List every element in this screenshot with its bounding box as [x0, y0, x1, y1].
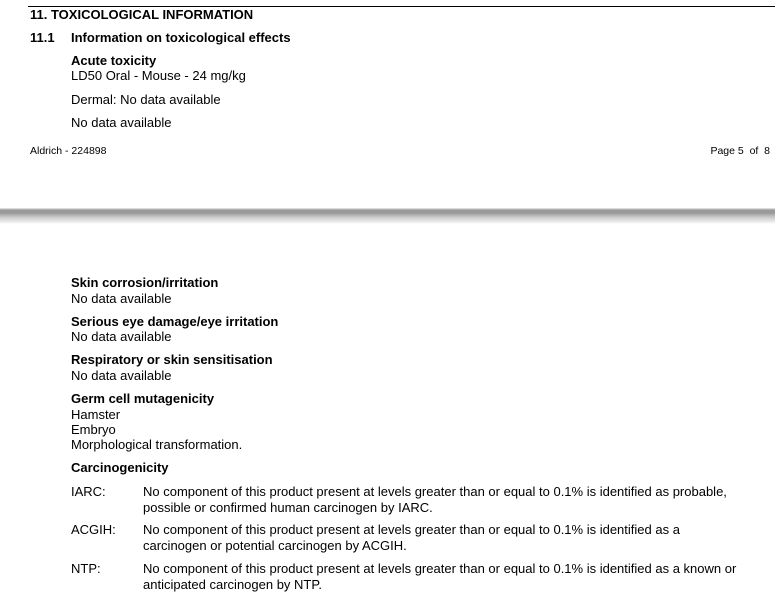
acute-toxicity-value: LD50 Oral - Mouse - 24 mg/kg	[71, 68, 246, 83]
page-separator	[0, 208, 775, 224]
germ-cell-line: Morphological transformation.	[71, 437, 243, 452]
carcinogenicity-heading: Carcinogenicity	[71, 460, 169, 475]
section-title: 11. TOXICOLOGICAL INFORMATION	[30, 7, 254, 22]
agency-statement: No component of this product present at levels greater than or equal to 0.1% is identified as a carcinogen or potential carcinogen by ACGIH.	[143, 522, 680, 553]
eye-damage-heading: Serious eye damage/eye irritation	[71, 314, 279, 329]
acute-toxicity-heading: Acute toxicity	[71, 53, 157, 68]
subsection-number: 11.1	[30, 30, 55, 45]
footer-page-number: Page 5 of 8	[710, 145, 770, 157]
skin-corrosion-text: No data available	[71, 291, 172, 306]
sensitisation-heading: Respiratory or skin sensitisation	[71, 352, 273, 367]
germ-cell-heading: Germ cell mutagenicity	[71, 391, 215, 406]
germ-cell-line: Hamster	[71, 407, 121, 422]
germ-cell-line: Embryo	[71, 422, 116, 437]
sensitisation-text: No data available	[71, 368, 172, 383]
dermal-text: Dermal: No data available	[71, 92, 221, 107]
agency-statement: No component of this product present at levels greater than or equal to 0.1% is identified as a known or anticipated carcinogen by NTP.	[143, 561, 737, 592]
skin-corrosion-heading: Skin corrosion/irritation	[71, 275, 219, 290]
agency-label: IARC:	[71, 484, 106, 499]
no-data-text: No data available	[71, 115, 172, 130]
agency-statement: No component of this product present at levels greater than or equal to 0.1% is identified as probable, possible or confirmed human carcinogen by IARC.	[143, 484, 727, 515]
agency-label: NTP:	[71, 561, 101, 576]
agency-label: ACGIH:	[71, 522, 116, 537]
footer-product-id: Aldrich - 224898	[30, 145, 107, 157]
subsection-title: Information on toxicological effects	[71, 30, 291, 45]
eye-damage-text: No data available	[71, 329, 172, 344]
